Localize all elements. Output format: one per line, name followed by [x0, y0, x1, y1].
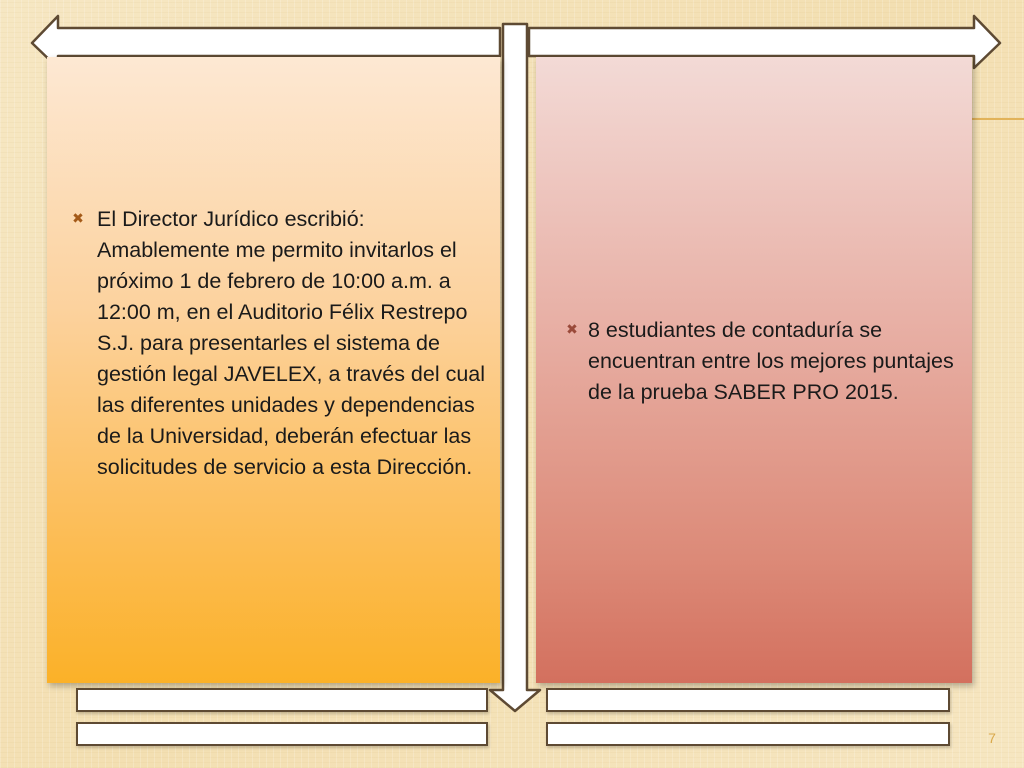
x-bullet-icon: ✖: [72, 211, 84, 227]
left-bottom-bar-1: [76, 688, 488, 712]
right-bottom-bar-1: [546, 688, 950, 712]
right-bullet-item: [556, 315, 961, 408]
left-bottom-bar-2: [76, 722, 488, 746]
right-bottom-bar-2: [546, 722, 950, 746]
right-content-panel: [536, 57, 972, 683]
page-number: 7: [988, 730, 996, 746]
left-bullet-item: [59, 204, 494, 483]
left-content-panel: [47, 57, 500, 683]
right-bullet-text: 8 estudiantes de contaduría se encuentran entre los mejores puntajes de la prueba SABER PRO 2015.: [588, 318, 954, 404]
left-bullet-text: El Director Jurídico escribió: Amablemente me permito invitarlos el próximo 1 de febrero de 10:00 a.m. a 12:00 m, en el Auditorio Félix Restrepo S.J. para presentarles el sistema de gestión legal JAVELEX, a través del cual las diferentes unidades y dependencias de la Universidad, deberán efectuar las solicitudes de servicio a esta Dirección.: [97, 207, 486, 479]
x-bullet-icon: ✖: [566, 322, 578, 338]
